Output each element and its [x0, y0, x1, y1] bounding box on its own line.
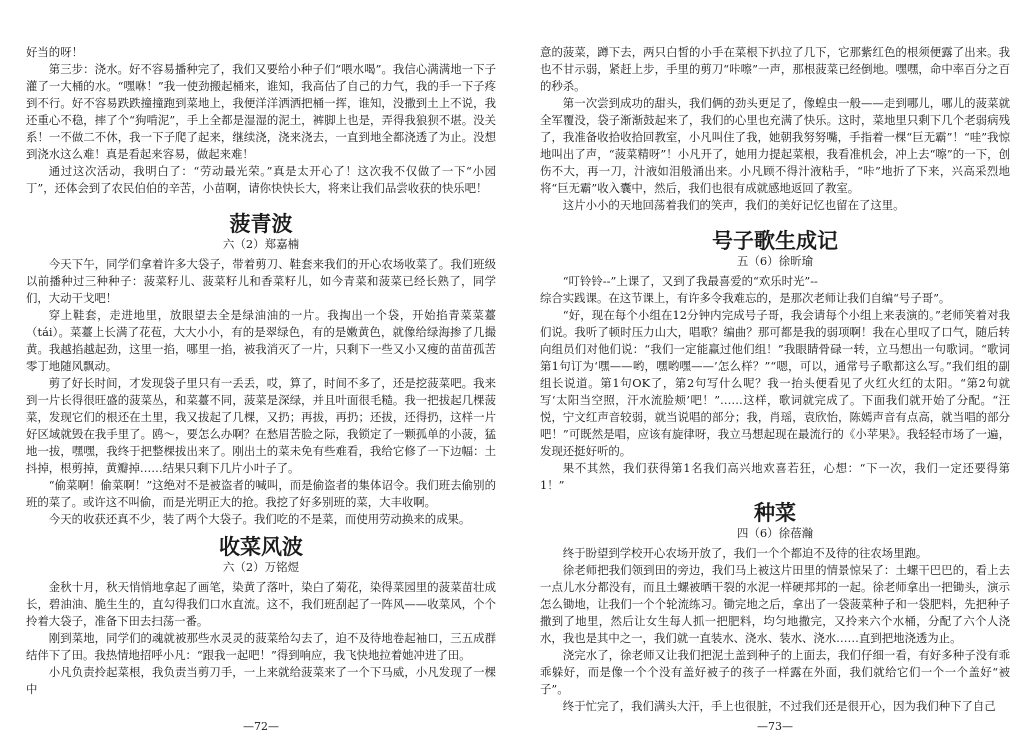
- paragraph: 综合实践课。在这节课上，有许多令我难忘的，是那次老师让我们自编“号子哥”。: [540, 291, 951, 305]
- paragraph: 终于盼望到学校开心农场开放了，我们一个个都迫不及待的往农场里跑。: [562, 546, 928, 560]
- section-title: 菠青波: [229, 211, 293, 236]
- right-page: [540, 0, 1010, 743]
- paragraph: 意的菠菜，蹲下去，两只白皙的小手在菜根下扒拉了几下，它那紫红色的根须便露了出来。我也不甘示弱，紧赶上步，手里的剪刀“咔嚓”一声，那根菠菜已经倒地。嘿嘿，命中率百分之百的秒杀。: [540, 45, 1010, 93]
- paragraph: 浇完水了，徐老师又让我们把泥土盖到种子的上面去，我们仔细一看，有好多种子没有乖乖躲好，而是像一个个没有盖好被子的孩子一样露在外面，我们就给它们一个一个盖好“被子”。: [540, 648, 1010, 696]
- paragraph: 第三步：浇水。好不容易播种完了，我们又要给小种子们“喂水喝”。我信心满满地一下子灌了一大桶的水。“嘿咻！”我一使劲搬起桶来，谁知，我高估了自己的力气，我的手一下子疼到不行。好不容易跌跌撞撞跑到菜地上，我便洋洋洒洒把桶一挥，谁知，没撒到土上不说，我还重心不稳，摔了个“狗啃泥”，手上全都是湿湿的泥土，裤脚上也是，弄得我狼狈不堪。没关系！一不做二不休，我一下子爬了起来，继续浇，浇来浇去，一直到地全都浇透了为止。没想到浇水这么难！真是看起来容易，做起来难！: [26, 62, 496, 161]
- paragraph: “叮铃铃--”上课了，又到了我最喜爱的“欢乐时光”--: [562, 274, 818, 288]
- paragraph: 刚到菜地，同学们的魂就被那些水灵灵的菠菜给勾去了，迫不及待地卷起袖口，三五成群结伴下了田。我热情地招呼小凡：“跟我一起吧！”得到响应，我飞快地拉着她冲进了田。: [26, 631, 496, 662]
- paragraph: 果不其然，我们获得第1名我们高兴地欢喜若狂，心想：“下一次，我们一定还要得第1！”: [540, 461, 1010, 492]
- paragraph: 徐老师把我们领到田的旁边，我们马上被这片田里的情景惊呆了：土螺干巴巴的，看上去一点儿水分都没有，而且土螺被晒干裂的水泥一样硬邦邦的一起。徐老师拿出一把锄头，演示怎么锄地，让我们一个个轮流练习。锄完地之后，拿出了一袋菠菜种子和一袋肥料，先把种子撒到了地里，然后让女生每人抓一把肥料，均匀地撒完，又拎来六个水桶，分配了六个人浇水，我也是其中之一，我们就一直装水、浇水、装水、浇水……直到把地浇透为止。: [540, 563, 1010, 645]
- paragraph: 今天的收获还真不少，装了两个大袋子。我们吃的不是菜，而使用劳动换来的成果。: [48, 512, 471, 526]
- left-page: [26, 0, 496, 743]
- paragraph: 穿上鞋套，走进地里，放眼望去全是绿油油的一片。我掏出一个袋，开始掐青菜菜薹（tái）。菜薹上长满了花苞，大大小小，有的是翠绿色，有的是嫩黄色，就像给绿海掺了几撮黄。我越掐越起劲，这里一掐，哪里一掐，被我消灭了一片，只剩下一些又小又瘦的苗苗孤苦零丁地随风飘动。: [26, 308, 496, 373]
- paragraph: 通过这次活动，我明白了：“劳动最光荣。”真是太开心了！这次我不仅做了一下“小园丁”，还体会到了农民伯伯的辛苦，小苗啊，请你快快长大，将来让我们品尝收获的快乐吧！: [26, 164, 496, 195]
- paragraph: 这片小小的天地回荡着我们的笑声，我们的美好记忆也留在了这里。: [562, 198, 905, 212]
- paragraph: 金秋十月，秋天悄悄地拿起了画笔，染黄了落叶，染白了菊花，染得菜园里的菠菜苗壮成长，碧油油、脆生生的，直勾得我们口水直流。这不，我们班刮起了一阵风——收菜风，个个拎着大袋子，准备下田去扫荡一番。: [26, 580, 496, 628]
- section-author: 五（6）徐昕瑜: [736, 254, 814, 268]
- section-title: 号子歌生成记: [712, 228, 838, 253]
- paragraph: 今天下午，同学们拿着许多大袋子，带着剪刀、鞋套来我们的开心农场收菜了。我们班级以前播种过三种种子：菠菜籽儿、菠菜籽儿和香菜籽儿，如今青菜和菠菜已经长熟了，同学们，大动干戈吧！: [26, 257, 496, 305]
- paragraph: 剪了好长时间，才发现袋子里只有一丢丢，哎，算了，时间不多了，还是挖菠菜吧。我来到一片长得很旺盛的菠菜丛，和菜薹不同，菠菜是深绿，并且叶面很毛糙。我一把拔起几棵菠菜，发现它们的根还在土里，我又拔起了几棵，又扔；再拔，再扔；还拔，还得扔，这样一片好区域就毁在我手里了。鸥～，要怎么办啊？在愁眉苦脸之际，我锁定了一颗孤单的小菠，猛地一拔，嘿嘿，我终于把整棵拔出来了。刚出土的菜未免有些难看，我给它修了一下边幅：土抖掉，根剪掉，黄瓣掉……结果只剩下几片小叶子了。: [26, 376, 496, 475]
- page-number: —72—: [243, 720, 279, 733]
- section-title: 收菜风波: [219, 534, 303, 559]
- section-title: 种菜: [754, 500, 796, 525]
- paragraph: “好，现在每个小组在12分钟内完成号子哥，我会请每个小组上来表演的。”老师笑着对我们说。我听了顿时压力山大，唱歌？编曲？那可都是我的弱项啊！我在心里叹了口气，随后转向组员们对他们说：“我们一定能赢过他们组！”我眼睛骨碌一转，立马想出一句歌词。“歌词第1句订为‘嘿——哟，嘿哟嘿——’怎么样？”“嗯，可以，通常号子歌都这么写。”我们组的副组长说道。第1句OK了，第2句写什么呢？我一抬头便看见了火红火红的太阳。“第2句就写‘太阳当空照，汗水流脸颊’吧！”……这样，歌词就完成了。下面我们就开始了分配。“汪悦，宁文红声音较弱，就当说唱的部分；我，肖瑶，袁欣怡，陈嫣声音有点高，就当唱的部分吧！”可既然是唱，应该有旋律呀，我立马想起现在最流行的《小苹果》。我轻轻市场了一遍，发现还挺好听的。: [540, 308, 1010, 458]
- paragraph: 终于忙完了，我们满头大汗，手上也很脏，不过我们还是很开心，因为我们种下了自己: [562, 699, 996, 713]
- paragraph: “偷菜啊！偷菜啊！”这绝对不是被盗者的喊叫，而是偷盗者的集体诏令。我们班去偷别的班的菜了。或许这不叫偷，而是光明正大的抢。我挖了好多别班的菜，大丰收啊。: [26, 478, 496, 509]
- paragraph: 第一次尝到成功的甜头，我们俩的劲头更足了，像蝗虫一般——走到哪儿，哪儿的菠菜就全军覆没，袋子渐渐鼓起来了，我们的心里也充满了快乐。这时，菜地里只剩下几个老弱病残了，我准备收拾收拾回教室，小凡叫住了我，她朝我努努嘴，手指着一棵“巨无霸”！“哇”我惊地叫出了声，“菠菜精呀”！小凡开了，她用力提起菜根，我看准机会，冲上去“嚓”的一下，创伤不大，再一刀，汁液如泪般涌出来。小凡顾不得汁液粘手，“咔”地折了下来，兴高采烈地将“巨无霸”收入囊中，然后，我们也很有成就感地返回了教室。: [540, 96, 1010, 195]
- paragraph: 好当的呀！: [26, 45, 83, 59]
- section-author: 四（6）徐蓓瀚: [736, 526, 814, 540]
- section-author: 六（2）郑嘉楠: [222, 237, 300, 251]
- paragraph: 小凡负责拎起菜根，我负责当剪刀手，一上来就给菠菜来了一个下马威，小凡发现了一棵中: [26, 665, 496, 696]
- section-author: 六（2）万铭煜: [222, 560, 300, 574]
- page-number: —73—: [757, 720, 793, 733]
